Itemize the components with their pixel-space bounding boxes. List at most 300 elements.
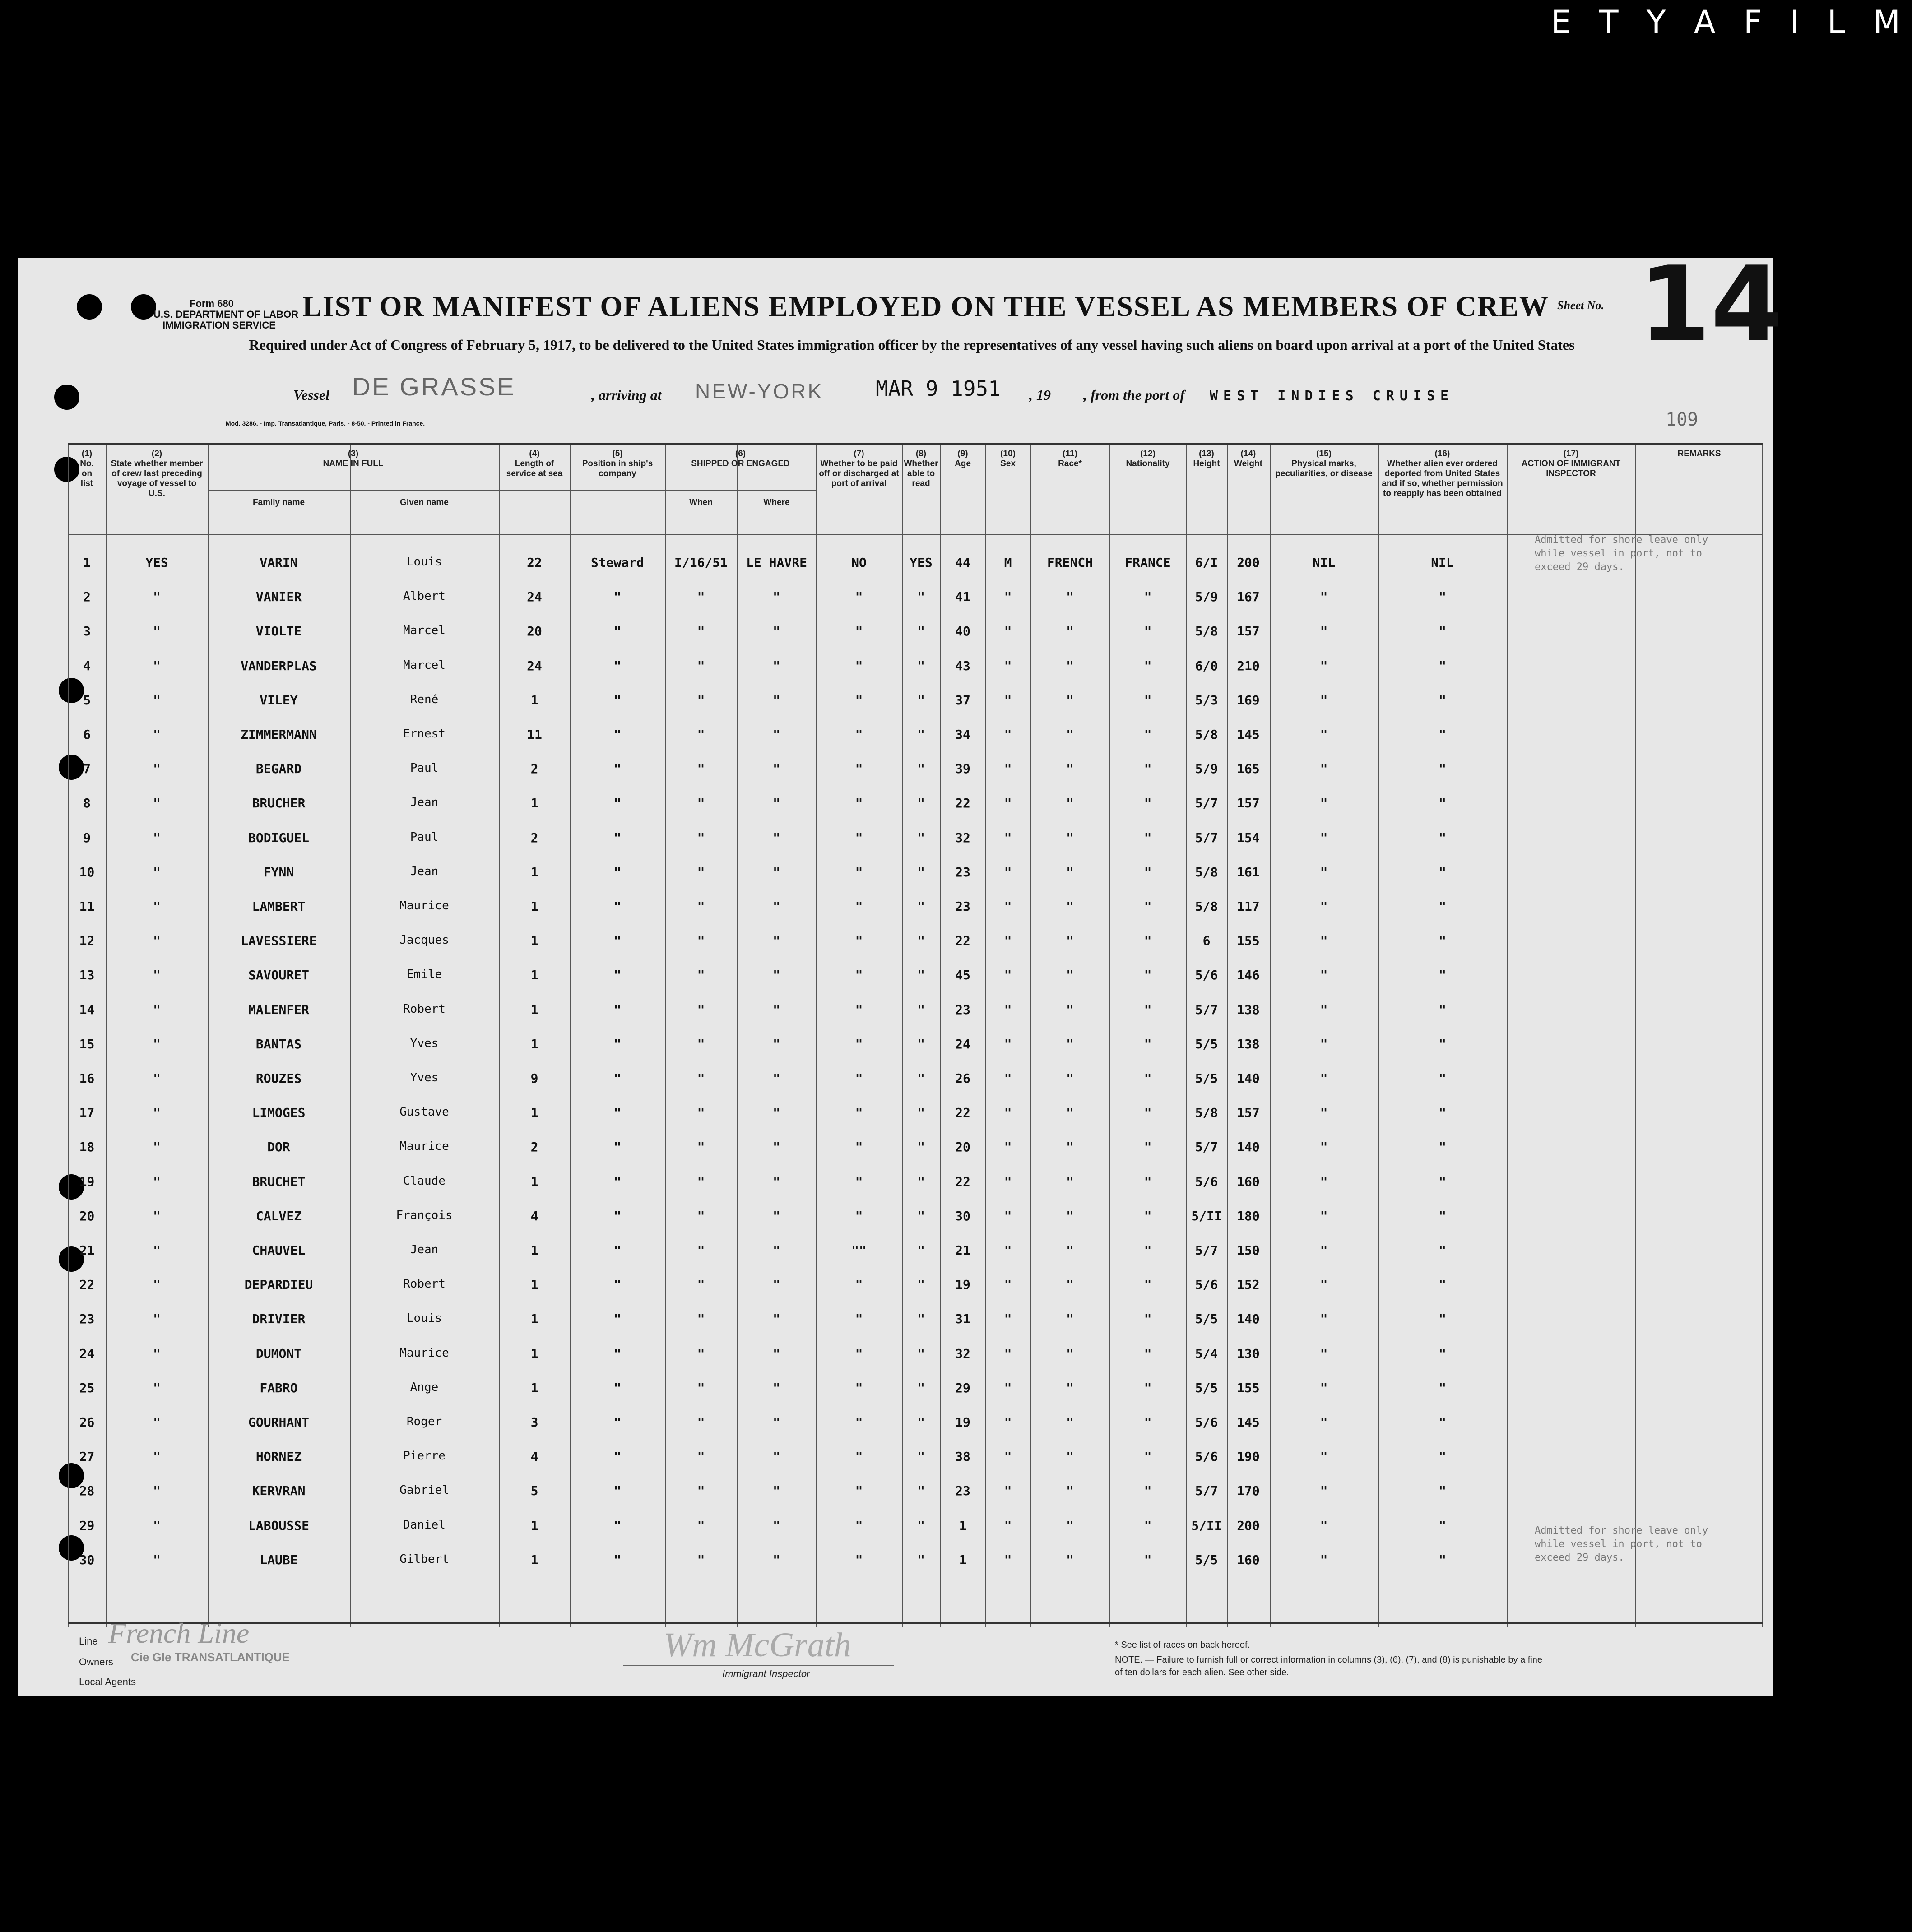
cell-where: " xyxy=(773,589,780,605)
cell-paid: " xyxy=(855,1105,863,1121)
cell-height: 5/9 xyxy=(1195,589,1218,605)
cell-position: " xyxy=(613,624,622,639)
header-paid: (7) Whether to be paid off or discharged at port of arrival xyxy=(819,449,899,488)
cell-paid: " xyxy=(855,1002,863,1017)
cell-where: LE HAVRE xyxy=(746,555,807,570)
cell-deported: " xyxy=(1439,761,1446,777)
cell-position: " xyxy=(613,727,622,742)
cell-position: " xyxy=(613,1036,622,1052)
cell-no: 25 xyxy=(79,1380,95,1395)
cell-sex: " xyxy=(1004,830,1012,845)
cell-crew: " xyxy=(153,658,161,673)
column-divider xyxy=(1635,445,1636,1627)
cell-race: " xyxy=(1066,1036,1074,1052)
cell-crew: " xyxy=(153,1552,161,1567)
cell-position: " xyxy=(613,968,622,983)
cell-where: " xyxy=(773,899,780,914)
cell-height: 5/5 xyxy=(1195,1071,1218,1086)
cell-sex: " xyxy=(1004,1174,1012,1189)
cell-age: 23 xyxy=(955,899,970,914)
cell-marks: " xyxy=(1320,761,1328,777)
cell-race: " xyxy=(1066,1140,1074,1155)
cell-service: 1 xyxy=(530,968,538,983)
cell-sex: " xyxy=(1004,864,1012,880)
cell-nationality: " xyxy=(1144,1311,1152,1327)
cell-height: 5/8 xyxy=(1195,727,1218,742)
cell-position: " xyxy=(613,692,622,708)
cell-when: " xyxy=(697,1449,705,1464)
cell-paid: " xyxy=(855,1311,863,1327)
cell-where: " xyxy=(773,692,780,708)
cell-when: I/16/51 xyxy=(674,555,728,570)
cell-weight: 161 xyxy=(1237,864,1260,880)
cell-where: " xyxy=(773,864,780,880)
table-bottom-border xyxy=(68,1622,1763,1624)
cell-sex: " xyxy=(1004,1002,1012,1017)
race-note: * See list of races on back hereof. xyxy=(1115,1640,1250,1650)
cell-marks: " xyxy=(1320,1483,1328,1499)
cell-no: 14 xyxy=(79,1002,95,1017)
cell-when: " xyxy=(697,589,705,605)
cell-nationality: " xyxy=(1144,1140,1152,1155)
cell-paid: NO xyxy=(851,555,867,570)
cell-paid: " xyxy=(855,727,863,742)
cell-position: " xyxy=(613,1483,622,1499)
cell-position: " xyxy=(613,1174,622,1189)
cell-race: " xyxy=(1066,624,1074,639)
cell-crew: " xyxy=(153,692,161,708)
cell-paid: " xyxy=(855,1071,863,1086)
cell-deported: " xyxy=(1439,727,1446,742)
cell-marks: " xyxy=(1320,1380,1328,1395)
cell-height: 5/7 xyxy=(1195,1140,1218,1155)
cell-when: " xyxy=(697,624,705,639)
cell-crew: " xyxy=(153,933,161,949)
cell-marks: " xyxy=(1320,1277,1328,1293)
cell-weight: 130 xyxy=(1237,1346,1260,1361)
cell-position: " xyxy=(613,1552,622,1567)
cell-when: " xyxy=(697,933,705,949)
remarks-top: Admitted for shore leave only while vessel in port, not to exceed 29 days. xyxy=(1535,534,1708,573)
cell-height: 5/6 xyxy=(1195,1174,1218,1189)
cell-service: 20 xyxy=(527,624,542,639)
header-when: When xyxy=(689,498,713,507)
cell-age: 19 xyxy=(955,1277,970,1293)
cell-age: 22 xyxy=(955,933,970,949)
header-shipped: (6) SHIPPED OR ENGAGED xyxy=(691,449,790,468)
cell-nationality: " xyxy=(1144,761,1152,777)
cell-sex: " xyxy=(1004,1071,1012,1086)
cell-deported: " xyxy=(1439,1380,1446,1395)
cell-age: 23 xyxy=(955,1002,970,1017)
cell-when: " xyxy=(697,727,705,742)
cell-weight: 140 xyxy=(1237,1140,1260,1155)
cell-crew: " xyxy=(153,1036,161,1052)
cell-nationality: FRANCE xyxy=(1125,555,1171,570)
cell-weight: 200 xyxy=(1237,555,1260,570)
cell-deported: " xyxy=(1439,1311,1446,1327)
cell-service: 1 xyxy=(530,1036,538,1052)
cell-where: " xyxy=(773,624,780,639)
cell-service: 1 xyxy=(530,1346,538,1361)
cell-when: " xyxy=(697,1208,705,1223)
cell-position: " xyxy=(613,864,622,880)
cell-given: François xyxy=(396,1208,453,1222)
cell-height: 5/II xyxy=(1191,1518,1222,1533)
cell-weight: 150 xyxy=(1237,1243,1260,1258)
cell-crew: " xyxy=(153,1518,161,1533)
cell-family: DEPARDIEU xyxy=(244,1277,313,1293)
cell-weight: 160 xyxy=(1237,1174,1260,1189)
cell-when: " xyxy=(697,1071,705,1086)
cell-crew: " xyxy=(153,1380,161,1395)
cell-position: " xyxy=(613,1311,622,1327)
cell-deported: " xyxy=(1439,830,1446,845)
header-no: (1) No. on list xyxy=(80,449,94,488)
cell-family: VARIN xyxy=(260,555,298,570)
cell-sex: M xyxy=(1004,555,1012,570)
cell-nationality: " xyxy=(1144,727,1152,742)
cell-sex: " xyxy=(1004,1311,1012,1327)
cell-paid: " xyxy=(855,830,863,845)
cell-no: 13 xyxy=(79,968,95,983)
cell-position: " xyxy=(613,1449,622,1464)
cell-where: " xyxy=(773,1174,780,1189)
cell-marks: " xyxy=(1320,1415,1328,1430)
cell-family: VANIER xyxy=(255,589,302,605)
cell-marks: " xyxy=(1320,830,1328,845)
cell-when: " xyxy=(697,1311,705,1327)
cell-nationality: " xyxy=(1144,1174,1152,1189)
cell-when: " xyxy=(697,1105,705,1121)
cell-given: Paul xyxy=(410,830,439,844)
cell-when: " xyxy=(697,658,705,673)
cell-given: Claude xyxy=(403,1174,446,1188)
cell-family: KERVRAN xyxy=(252,1483,306,1499)
cell-position: " xyxy=(613,589,622,605)
cell-family: CALVEZ xyxy=(255,1208,302,1223)
cell-read: " xyxy=(917,899,925,914)
cell-family: LABOUSSE xyxy=(248,1518,309,1533)
cell-where: " xyxy=(773,1415,780,1430)
cell-service: 9 xyxy=(530,1071,538,1086)
cell-paid: " xyxy=(855,761,863,777)
cell-height: 5/8 xyxy=(1195,864,1218,880)
cell-marks: " xyxy=(1320,1552,1328,1567)
cell-read: " xyxy=(917,1415,925,1430)
header-remarks: REMARKS xyxy=(1677,449,1721,459)
cell-age: 32 xyxy=(955,1346,970,1361)
cell-given: Ernest xyxy=(403,727,446,741)
cell-service: 3 xyxy=(530,1415,538,1430)
page-title: LIST OR MANIFEST OF ALIENS EMPLOYED ON THE VESSEL AS MEMBERS OF CREW xyxy=(302,290,1549,322)
cell-family: BEGARD xyxy=(255,761,302,777)
cell-height: 5/8 xyxy=(1195,1105,1218,1121)
cell-given: Louis xyxy=(406,1311,442,1325)
cell-no: 17 xyxy=(79,1105,95,1121)
cell-weight: 157 xyxy=(1237,624,1260,639)
cell-nationality: " xyxy=(1144,1346,1152,1361)
cell-race: " xyxy=(1066,1174,1074,1189)
cell-service: 1 xyxy=(530,1002,538,1017)
cell-sex: " xyxy=(1004,692,1012,708)
cell-crew: " xyxy=(153,1174,161,1189)
cell-sex: " xyxy=(1004,796,1012,811)
cell-crew: YES xyxy=(145,555,168,570)
cell-age: 41 xyxy=(955,589,970,605)
cell-family: VANDERPLAS xyxy=(241,658,317,673)
cell-service: 24 xyxy=(527,589,542,605)
cell-crew: " xyxy=(153,1483,161,1499)
form-id: Form 680 xyxy=(190,298,234,309)
cell-when: " xyxy=(697,1243,705,1258)
cell-marks: " xyxy=(1320,1002,1328,1017)
cell-where: " xyxy=(773,727,780,742)
cell-no: 1 xyxy=(83,555,91,570)
cell-given: Maurice xyxy=(399,1140,449,1154)
arriving-label: , arriving at xyxy=(591,387,662,403)
cell-race: " xyxy=(1066,1277,1074,1293)
cell-paid: " xyxy=(855,968,863,983)
cell-service: 1 xyxy=(530,1174,538,1189)
cell-no: 23 xyxy=(79,1311,95,1327)
cell-crew: " xyxy=(153,1140,161,1155)
cell-when: " xyxy=(697,1552,705,1567)
cell-family: DUMONT xyxy=(255,1346,302,1361)
cell-service: 24 xyxy=(527,658,542,673)
cell-race: " xyxy=(1066,1311,1074,1327)
cell-height: 5/5 xyxy=(1195,1036,1218,1052)
cell-race: " xyxy=(1066,968,1074,983)
cell-where: " xyxy=(773,830,780,845)
header-race: (11) Race* xyxy=(1058,449,1082,468)
cell-service: 22 xyxy=(527,555,542,570)
cell-nationality: " xyxy=(1144,1552,1152,1567)
cell-height: 5/7 xyxy=(1195,1002,1218,1017)
cell-read: " xyxy=(917,692,925,708)
cell-marks: " xyxy=(1320,727,1328,742)
cell-service: 5 xyxy=(530,1483,538,1499)
cell-age: 45 xyxy=(955,968,970,983)
cell-position: " xyxy=(613,1105,622,1121)
cell-marks: " xyxy=(1320,968,1328,983)
cell-age: 37 xyxy=(955,692,970,708)
manifest-table xyxy=(68,443,1763,1627)
cell-nationality: " xyxy=(1144,1002,1152,1017)
inspector-signature: Wm McGrath xyxy=(664,1626,851,1664)
cell-given: Robert xyxy=(403,1002,446,1016)
cell-family: LAVESSIERE xyxy=(241,933,317,949)
cell-given: Jacques xyxy=(399,933,449,947)
cell-paid: " xyxy=(855,658,863,673)
cell-height: 5/5 xyxy=(1195,1380,1218,1395)
cell-sex: " xyxy=(1004,933,1012,949)
cell-sex: " xyxy=(1004,727,1012,742)
cell-marks: " xyxy=(1320,589,1328,605)
cell-crew: " xyxy=(153,727,161,742)
cell-paid: " xyxy=(855,1415,863,1430)
cell-position: " xyxy=(613,899,622,914)
vessel-label: Vessel xyxy=(293,387,329,403)
cell-age: 19 xyxy=(955,1415,970,1430)
cell-no: 5 xyxy=(83,692,91,708)
header-sex: (10) Sex xyxy=(1000,449,1016,468)
cell-position: " xyxy=(613,658,622,673)
cell-sex: " xyxy=(1004,899,1012,914)
cell-read: " xyxy=(917,933,925,949)
cell-weight: 190 xyxy=(1237,1449,1260,1464)
cell-nationality: " xyxy=(1144,899,1152,914)
cell-read: " xyxy=(917,1518,925,1533)
cell-where: " xyxy=(773,658,780,673)
cell-age: 29 xyxy=(955,1380,970,1395)
cell-nationality: " xyxy=(1144,692,1152,708)
cell-sex: " xyxy=(1004,761,1012,777)
cell-read: " xyxy=(917,864,925,880)
cell-sex: " xyxy=(1004,624,1012,639)
cell-nationality: " xyxy=(1144,1518,1152,1533)
cell-family: FYNN xyxy=(263,864,294,880)
cell-age: 23 xyxy=(955,1483,970,1499)
cell-family: MALENFER xyxy=(248,1002,309,1017)
cell-weight: 160 xyxy=(1237,1552,1260,1567)
cell-service: 1 xyxy=(530,899,538,914)
cell-service: 1 xyxy=(530,864,538,880)
cell-paid: "" xyxy=(851,1243,867,1258)
cell-family: BRUCHER xyxy=(252,796,306,811)
cell-crew: " xyxy=(153,1208,161,1223)
cell-marks: " xyxy=(1320,624,1328,639)
cell-no: 16 xyxy=(79,1071,95,1086)
cell-when: " xyxy=(697,1036,705,1052)
cell-deported: " xyxy=(1439,796,1446,811)
cell-deported: " xyxy=(1439,1002,1446,1017)
cell-paid: " xyxy=(855,864,863,880)
cell-read: " xyxy=(917,968,925,983)
cell-given: Maurice xyxy=(399,1346,449,1360)
cell-crew: " xyxy=(153,1277,161,1293)
cell-crew: " xyxy=(153,624,161,639)
cell-family: FABRO xyxy=(260,1380,298,1395)
cell-given: Jean xyxy=(410,864,439,878)
cell-no: 3 xyxy=(83,624,91,639)
cell-nationality: " xyxy=(1144,1071,1152,1086)
cell-nationality: " xyxy=(1144,1243,1152,1258)
cell-family: DRIVIER xyxy=(252,1311,306,1327)
cell-age: 38 xyxy=(955,1449,970,1464)
cell-marks: " xyxy=(1320,1311,1328,1327)
cell-where: " xyxy=(773,1071,780,1086)
cell-crew: " xyxy=(153,864,161,880)
cell-position: Steward xyxy=(590,555,644,570)
cell-age: 24 xyxy=(955,1036,970,1052)
cell-sex: " xyxy=(1004,1483,1012,1499)
printer-line: Mod. 3286. - Imp. Transatlantique, Paris. - 8-50. - Printed in France. xyxy=(226,420,425,427)
cell-read: " xyxy=(917,658,925,673)
cell-sex: " xyxy=(1004,1380,1012,1395)
cell-deported: " xyxy=(1439,1346,1446,1361)
header-name-in-full: (3) NAME IN FULL xyxy=(323,449,384,468)
header-age: (9) Age xyxy=(955,449,971,468)
cell-crew: " xyxy=(153,761,161,777)
owners-value: Cie Gle TRANSATLANTIQUE xyxy=(131,1650,290,1664)
cell-service: 1 xyxy=(530,1243,538,1258)
cell-marks: " xyxy=(1320,899,1328,914)
cell-family: HORNEZ xyxy=(255,1449,302,1464)
cell-family: SAVOURET xyxy=(248,968,309,983)
cell-no: 6 xyxy=(83,727,91,742)
cell-sex: " xyxy=(1004,1346,1012,1361)
cell-weight: 146 xyxy=(1237,968,1260,983)
cell-when: " xyxy=(697,864,705,880)
cell-race: " xyxy=(1066,1105,1074,1121)
cell-where: " xyxy=(773,1483,780,1499)
cell-service: 1 xyxy=(530,1105,538,1121)
cell-height: 5/7 xyxy=(1195,1483,1218,1499)
cell-paid: " xyxy=(855,1036,863,1052)
cell-sex: " xyxy=(1004,658,1012,673)
cell-read: YES xyxy=(910,555,933,570)
cell-race: " xyxy=(1066,864,1074,880)
header-action: (17) ACTION OF IMMIGRANT INSPECTOR xyxy=(1521,449,1621,478)
cell-age: 40 xyxy=(955,624,970,639)
cell-service: 2 xyxy=(530,761,538,777)
column-divider xyxy=(1507,445,1508,1627)
cell-weight: 145 xyxy=(1237,1415,1260,1430)
cell-deported: " xyxy=(1439,1552,1446,1567)
cell-sex: " xyxy=(1004,968,1012,983)
cell-no: 7 xyxy=(83,761,91,777)
cell-where: " xyxy=(773,1036,780,1052)
cell-given: Albert xyxy=(403,589,446,603)
cell-weight: 169 xyxy=(1237,692,1260,708)
cell-no: 29 xyxy=(79,1518,95,1533)
cell-position: " xyxy=(613,1208,622,1223)
cell-race: " xyxy=(1066,761,1074,777)
cell-read: " xyxy=(917,1483,925,1499)
cell-where: " xyxy=(773,1208,780,1223)
cell-weight: 157 xyxy=(1237,796,1260,811)
cell-service: 2 xyxy=(530,830,538,845)
cell-marks: " xyxy=(1320,1518,1328,1533)
cell-height: 6 xyxy=(1202,933,1211,949)
cell-height: 5/8 xyxy=(1195,624,1218,639)
cell-where: " xyxy=(773,761,780,777)
cell-race: " xyxy=(1066,830,1074,845)
cell-family: BRUCHET xyxy=(252,1174,306,1189)
cell-when: " xyxy=(697,1483,705,1499)
cell-weight: 155 xyxy=(1237,933,1260,949)
cell-family: LIMOGES xyxy=(252,1105,306,1121)
cell-weight: 152 xyxy=(1237,1277,1260,1293)
header-position: (5) Position in ship's company xyxy=(582,449,653,478)
cell-age: 20 xyxy=(955,1140,970,1155)
cell-crew: " xyxy=(153,1002,161,1017)
cell-deported: " xyxy=(1439,692,1446,708)
cell-height: 5/9 xyxy=(1195,761,1218,777)
cell-crew: " xyxy=(153,1449,161,1464)
cell-paid: " xyxy=(855,899,863,914)
cell-where: " xyxy=(773,1140,780,1155)
cell-height: 5/4 xyxy=(1195,1346,1218,1361)
cell-given: Emile xyxy=(406,968,442,982)
cell-when: " xyxy=(697,761,705,777)
cell-position: " xyxy=(613,1346,622,1361)
cell-no: 2 xyxy=(83,589,91,605)
cell-nationality: " xyxy=(1144,1036,1152,1052)
cell-given: Jean xyxy=(410,1243,439,1256)
header-marks: (15) Physical marks, peculiarities, or disease xyxy=(1275,449,1373,478)
